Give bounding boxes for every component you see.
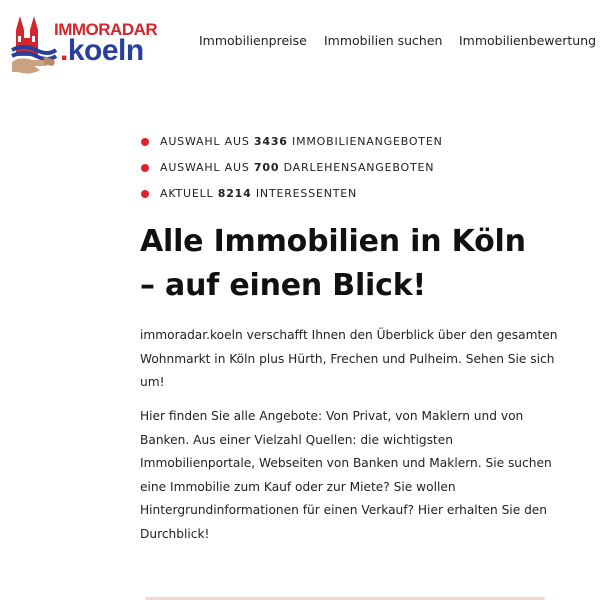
bullet-dot-icon	[141, 138, 149, 146]
nav-immobilien-suchen[interactable]: Immobilien suchen	[324, 33, 443, 48]
site-logo[interactable]	[10, 12, 160, 78]
logo-text-top: IMMORADAR	[54, 20, 158, 39]
nav-immobilienbewertung[interactable]: Immobilienbewertung	[459, 33, 597, 48]
headline-line-1: Alle Immobilien in Köln	[140, 224, 526, 259]
feature-prefix: AUSWAHL AUS	[160, 135, 254, 148]
feature-suffix: DARLEHENSANGEBOTEN	[279, 161, 435, 174]
site-header	[0, 0, 600, 90]
headline-line-2: – auf einen Blick!	[140, 268, 426, 303]
feature-number: 3436	[253, 135, 288, 148]
feature-suffix: INTERESSENTEN	[251, 187, 358, 200]
feature-suffix: IMMOBILIENANGEBOTEN	[287, 135, 443, 148]
logo-text-bottom	[60, 36, 144, 66]
logo-dot: .	[60, 34, 68, 67]
nav-immobilienpreise[interactable]: Immobilienpreise	[199, 33, 307, 48]
feature-prefix: AKTUELL	[160, 187, 218, 200]
feature-number: 700	[253, 161, 280, 174]
feature-item	[139, 134, 443, 160]
logo-text-koeln: koeln	[67, 34, 144, 67]
feature-item	[139, 160, 443, 186]
feature-item	[139, 186, 443, 212]
bullet-dot-icon	[141, 190, 149, 198]
page-headline	[140, 220, 590, 308]
intro-paragraph: immoradar.koeln verschafft Ihnen den Überblick über den gesamten Wohnmarkt in Köln plus Hürth, Frechen und Pulheim. Sehen Sie sich um!	[140, 328, 558, 389]
main-navigation	[199, 33, 600, 48]
details-paragraph: Hier finden Sie alle Angebote: Von Privat, von Maklern und von Banken. Aus einer Vielzahl Quellen: die wichtigsten Immobilienportale, Webseiten von Banken und Maklern. Sie suchen eine Immobilie zum Kauf oder zur Miete? Sie wollen Hintergrundinformationen für einen Verkauf? Hier erhalten Sie den Durchblick!	[140, 409, 552, 541]
feature-prefix: AUSWAHL AUS	[160, 161, 254, 174]
feature-list	[139, 134, 443, 212]
bullet-dot-icon	[141, 164, 149, 172]
feature-number: 8214	[217, 187, 252, 200]
